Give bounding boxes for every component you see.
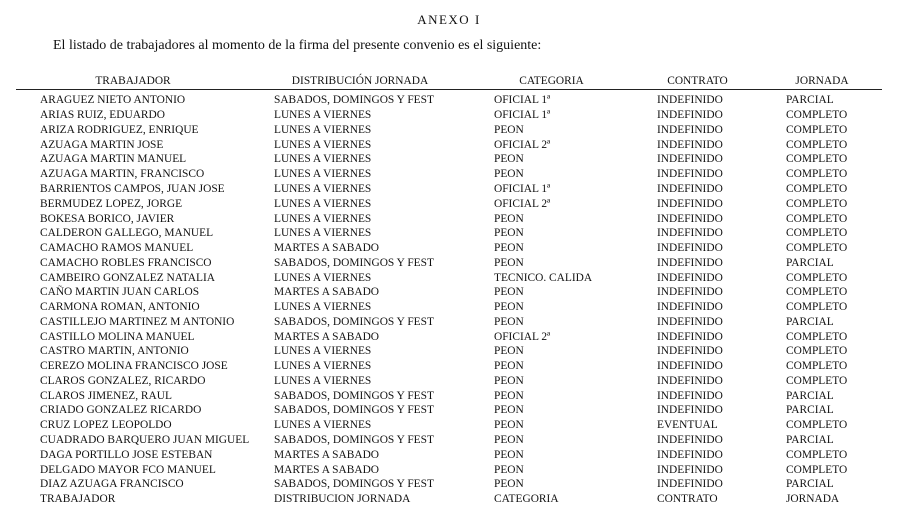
cell-contract: INDEFINIDO	[657, 197, 723, 210]
table-row	[16, 447, 882, 462]
cell-shift-distribution: LUNES A VIERNES	[274, 168, 372, 181]
cell-category: OFICIAL 1ª	[494, 109, 551, 122]
cell-worker-name: CRIADO GONZALEZ RICARDO	[40, 404, 202, 417]
cell-worker-name: AZUAGA MARTIN, FRANCISCO	[40, 168, 205, 181]
cell-worker-name: CAMBEIRO GONZALEZ NATALIA	[40, 271, 215, 284]
cell-category: PEON	[494, 256, 524, 269]
table-row	[16, 182, 882, 197]
cell-worker-name: BOKESA BORICO, JAVIER	[40, 212, 175, 225]
cell-category: PEON	[494, 433, 524, 446]
cell-workday: COMPLETO	[786, 227, 848, 240]
cell-workday: COMPLETO	[786, 123, 848, 136]
cell-category: PEON	[494, 286, 524, 299]
cell-contract: INDEFINIDO	[657, 94, 723, 107]
cell-shift-distribution: LUNES A VIERNES	[274, 345, 372, 358]
cell-shift-distribution: LUNES A VIERNES	[274, 360, 372, 373]
table-row	[16, 477, 882, 492]
cell-contract: INDEFINIDO	[657, 345, 723, 358]
cell-shift-distribution: LUNES A VIERNES	[274, 123, 372, 136]
cell-contract: INDEFINIDO	[657, 374, 723, 387]
cell-workday: PARCIAL	[786, 256, 834, 269]
table-row	[16, 241, 882, 256]
cell-worker-name: CARMONA ROMAN, ANTONIO	[40, 301, 200, 314]
table-row	[16, 374, 882, 389]
cell-category: PEON	[494, 404, 524, 417]
table-row	[16, 433, 882, 448]
cell-workday: COMPLETO	[786, 153, 848, 166]
table-body	[16, 90, 882, 507]
cell-workday: COMPLETO	[786, 286, 848, 299]
table-row	[16, 285, 882, 300]
table-row	[16, 211, 882, 226]
table-row	[16, 90, 882, 108]
table-row	[16, 152, 882, 167]
cell-worker-name: CLAROS JIMENEZ, RAUL	[40, 389, 172, 402]
table-row	[16, 314, 882, 329]
table-row	[16, 388, 882, 403]
cell-worker-name: DIAZ AZUAGA FRANCISCO	[40, 478, 184, 491]
cell-contract: INDEFINIDO	[657, 463, 723, 476]
cell-worker-name: CLAROS GONZALEZ, RICARDO	[40, 374, 206, 387]
cell-worker-name: AZUAGA MARTIN JOSE	[40, 138, 164, 151]
table-row	[16, 167, 882, 182]
cell-contract: INDEFINIDO	[657, 123, 723, 136]
cell-worker-name: CEREZO MOLINA FRANCISCO JOSE	[40, 360, 228, 373]
cell-shift-distribution: LUNES A VIERNES	[274, 212, 372, 225]
cell-category: OFICIAL 2ª	[494, 138, 551, 151]
cell-shift-distribution: MARTES A SABADO	[274, 463, 380, 476]
column-header-jornada: JORNADA	[762, 72, 882, 90]
cell-workday: COMPLETO	[786, 242, 848, 255]
cell-workday: COMPLETO	[786, 345, 848, 358]
cell-category: PEON	[494, 419, 524, 432]
cell-shift-distribution: MARTES A SABADO	[274, 330, 380, 343]
cell-shift-distribution: LUNES A VIERNES	[274, 197, 372, 210]
cell-contract: INDEFINIDO	[657, 433, 723, 446]
cell-workday: PARCIAL	[786, 315, 834, 328]
table-row	[16, 108, 882, 123]
cell-contract: INDEFINIDO	[657, 389, 723, 402]
table-row	[16, 403, 882, 418]
cell-workday: COMPLETO	[786, 301, 848, 314]
cell-worker-name: BERMUDEZ LOPEZ, JORGE	[40, 197, 183, 210]
column-header-categoria: CATEGORIA	[470, 72, 633, 90]
cell-category: PEON	[494, 345, 524, 358]
cell-workday: COMPLETO	[786, 271, 848, 284]
cell-contract: INDEFINIDO	[657, 478, 723, 491]
table-row	[16, 226, 882, 241]
cell-category: CATEGORIA	[494, 493, 559, 506]
table-row	[16, 196, 882, 211]
cell-shift-distribution: SABADOS, DOMINGOS Y FEST	[274, 433, 434, 446]
cell-category: PEON	[494, 389, 524, 402]
cell-category: OFICIAL 2ª	[494, 197, 551, 210]
cell-worker-name: ARIZA RODRIGUEZ, ENRIQUE	[40, 123, 199, 136]
cell-contract: INDEFINIDO	[657, 315, 723, 328]
cell-category: PEON	[494, 212, 524, 225]
cell-contract: INDEFINIDO	[657, 109, 723, 122]
cell-contract: CONTRATO	[657, 493, 718, 506]
cell-workday: COMPLETO	[786, 138, 848, 151]
cell-workday: COMPLETO	[786, 212, 848, 225]
table-row	[16, 344, 882, 359]
cell-workday: COMPLETO	[786, 374, 848, 387]
cell-worker-name: AZUAGA MARTIN MANUEL	[40, 153, 187, 166]
cell-contract: EVENTUAL	[657, 419, 718, 432]
cell-shift-distribution: SABADOS, DOMINGOS Y FEST	[274, 94, 434, 107]
cell-workday: PARCIAL	[786, 94, 834, 107]
cell-category: TECNICO. CALIDA	[494, 271, 593, 284]
column-header-distribucion-jornada: DISTRIBUCIÓN JORNADA	[250, 72, 470, 90]
cell-worker-name: DAGA PORTILLO JOSE ESTEBAN	[40, 448, 213, 461]
cell-shift-distribution: SABADOS, DOMINGOS Y FEST	[274, 315, 434, 328]
cell-contract: INDEFINIDO	[657, 212, 723, 225]
cell-worker-name: ARIAS RUIZ, EDUARDO	[40, 109, 165, 122]
table-row	[16, 492, 882, 507]
cell-category: OFICIAL 2ª	[494, 330, 551, 343]
table-row	[16, 255, 882, 270]
cell-shift-distribution: LUNES A VIERNES	[274, 182, 372, 195]
cell-contract: INDEFINIDO	[657, 404, 723, 417]
cell-contract: INDEFINIDO	[657, 227, 723, 240]
cell-shift-distribution: LUNES A VIERNES	[274, 301, 372, 314]
cell-contract: INDEFINIDO	[657, 271, 723, 284]
cell-shift-distribution: LUNES A VIERNES	[274, 227, 372, 240]
cell-shift-distribution: SABADOS, DOMINGOS Y FEST	[274, 389, 434, 402]
table-row	[16, 329, 882, 344]
table-row	[16, 123, 882, 138]
cell-worker-name: CASTILLO MOLINA MANUEL	[40, 330, 195, 343]
cell-workday: PARCIAL	[786, 389, 834, 402]
cell-shift-distribution: SABADOS, DOMINGOS Y FEST	[274, 256, 434, 269]
cell-workday: PARCIAL	[786, 433, 834, 446]
cell-contract: INDEFINIDO	[657, 138, 723, 151]
cell-worker-name: TRABAJADOR	[40, 493, 116, 506]
cell-workday: COMPLETO	[786, 197, 848, 210]
cell-workday: COMPLETO	[786, 448, 848, 461]
cell-workday: COMPLETO	[786, 360, 848, 373]
cell-category: PEON	[494, 374, 524, 387]
cell-shift-distribution: LUNES A VIERNES	[274, 271, 372, 284]
cell-worker-name: CRUZ LOPEZ LEOPOLDO	[40, 419, 172, 432]
cell-category: PEON	[494, 153, 524, 166]
table-row	[16, 270, 882, 285]
cell-shift-distribution: MARTES A SABADO	[274, 242, 380, 255]
cell-worker-name: BARRIENTOS CAMPOS, JUAN JOSE	[40, 182, 225, 195]
cell-workday: COMPLETO	[786, 463, 848, 476]
cell-contract: INDEFINIDO	[657, 242, 723, 255]
cell-contract: INDEFINIDO	[657, 330, 723, 343]
cell-category: PEON	[494, 168, 524, 181]
cell-contract: INDEFINIDO	[657, 168, 723, 181]
cell-category: OFICIAL 1ª	[494, 94, 551, 107]
cell-contract: INDEFINIDO	[657, 286, 723, 299]
intro-paragraph: El listado de trabajadores al momento de la firma del presente convenio es el siguiente:	[53, 38, 542, 53]
cell-worker-name: CAÑO MARTIN JUAN CARLOS	[40, 286, 200, 299]
cell-worker-name: CAMACHO ROBLES FRANCISCO	[40, 256, 212, 269]
cell-category: PEON	[494, 463, 524, 476]
cell-shift-distribution: LUNES A VIERNES	[274, 374, 372, 387]
cell-worker-name: CUADRADO BARQUERO JUAN MIGUEL	[40, 433, 250, 446]
cell-shift-distribution: DISTRIBUCION JORNADA	[274, 493, 411, 506]
table-row	[16, 418, 882, 433]
cell-contract: INDEFINIDO	[657, 301, 723, 314]
cell-workday: PARCIAL	[786, 478, 834, 491]
cell-category: PEON	[494, 123, 524, 136]
header-row	[16, 72, 882, 90]
cell-workday: JORNADA	[786, 493, 840, 506]
column-header-trabajador: TRABAJADOR	[16, 72, 250, 90]
cell-worker-name: CALDERON GALLEGO, MANUEL	[40, 227, 214, 240]
cell-contract: INDEFINIDO	[657, 153, 723, 166]
cell-workday: COMPLETO	[786, 182, 848, 195]
cell-category: PEON	[494, 242, 524, 255]
cell-shift-distribution: MARTES A SABADO	[274, 286, 380, 299]
cell-workday: COMPLETO	[786, 419, 848, 432]
cell-workday: PARCIAL	[786, 404, 834, 417]
cell-workday: COMPLETO	[786, 330, 848, 343]
cell-shift-distribution: MARTES A SABADO	[274, 448, 380, 461]
cell-category: PEON	[494, 315, 524, 328]
cell-category: PEON	[494, 360, 524, 373]
cell-shift-distribution: LUNES A VIERNES	[274, 419, 372, 432]
cell-worker-name: CASTILLEJO MARTINEZ M ANTONIO	[40, 315, 235, 328]
cell-workday: COMPLETO	[786, 109, 848, 122]
table-row	[16, 300, 882, 315]
cell-worker-name: ARAGUEZ NIETO ANTONIO	[40, 94, 186, 107]
column-header-contrato: CONTRATO	[633, 72, 762, 90]
workers-table	[16, 72, 882, 506]
cell-contract: INDEFINIDO	[657, 360, 723, 373]
cell-worker-name: CAMACHO RAMOS MANUEL	[40, 242, 194, 255]
cell-shift-distribution: LUNES A VIERNES	[274, 153, 372, 166]
cell-shift-distribution: SABADOS, DOMINGOS Y FEST	[274, 404, 434, 417]
cell-category: PEON	[494, 301, 524, 314]
table-row	[16, 137, 882, 152]
cell-shift-distribution: SABADOS, DOMINGOS Y FEST	[274, 478, 434, 491]
cell-category: PEON	[494, 227, 524, 240]
cell-contract: INDEFINIDO	[657, 256, 723, 269]
cell-shift-distribution: LUNES A VIERNES	[274, 109, 372, 122]
cell-contract: INDEFINIDO	[657, 182, 723, 195]
cell-category: OFICIAL 1ª	[494, 182, 551, 195]
cell-worker-name: CASTRO MARTIN, ANTONIO	[40, 345, 189, 358]
table-row	[16, 462, 882, 477]
cell-worker-name: DELGADO MAYOR FCO MANUEL	[40, 463, 216, 476]
cell-workday: COMPLETO	[786, 168, 848, 181]
cell-shift-distribution: LUNES A VIERNES	[274, 138, 372, 151]
table-header	[16, 72, 882, 90]
cell-contract: INDEFINIDO	[657, 448, 723, 461]
cell-category: PEON	[494, 448, 524, 461]
cell-category: PEON	[494, 478, 524, 491]
table-row	[16, 359, 882, 374]
document-title: ANEXO I	[417, 12, 481, 27]
